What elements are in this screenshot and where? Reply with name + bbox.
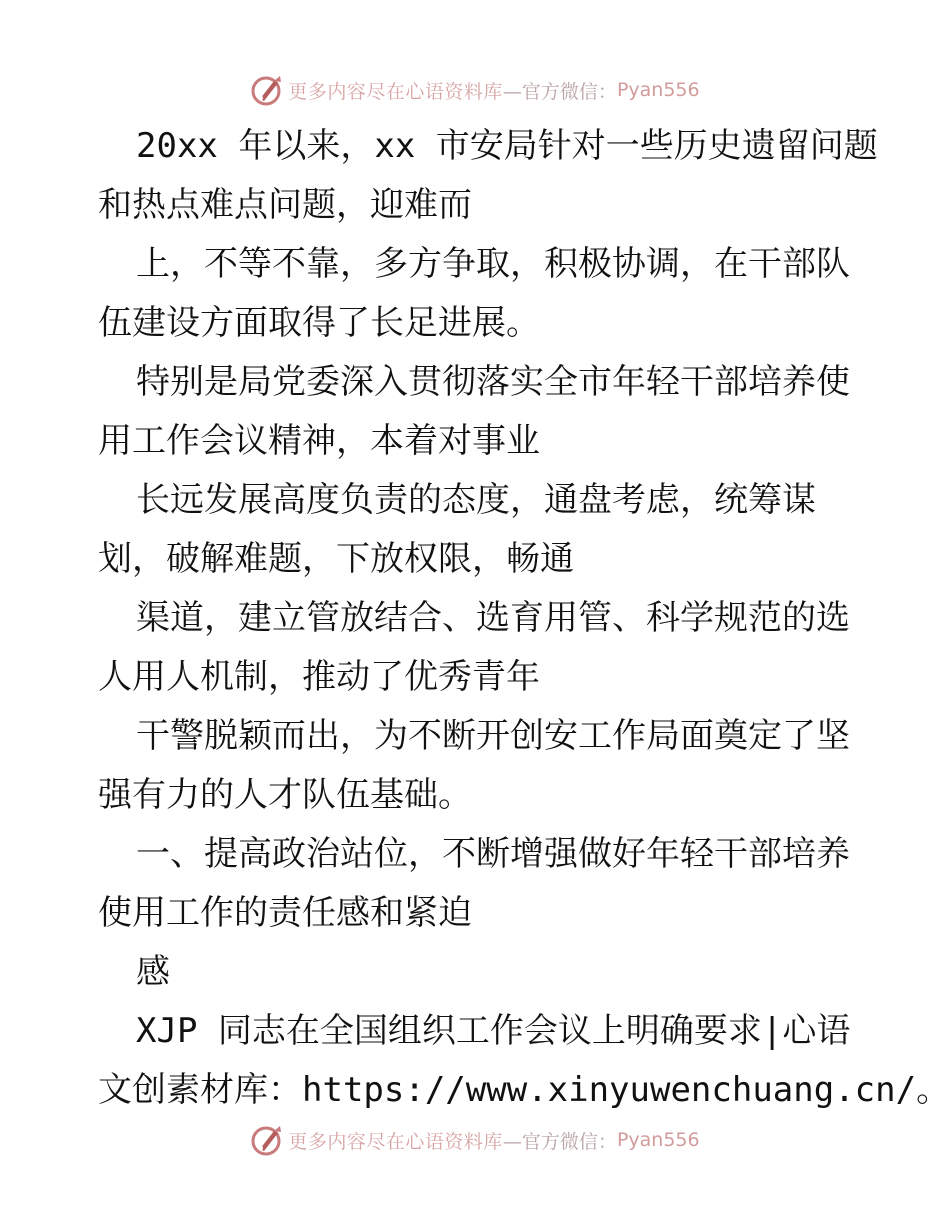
document-body <box>98 122 950 1125</box>
text-line: 文创素材库：https://www.xinyuwenchuang.cn/。 <box>98 1070 950 1110</box>
text-line: 用工作会议精神，本着对事业 <box>98 421 540 461</box>
text-line: 干警脱颖而出，为不断开创安工作局面奠定了坚 <box>136 716 850 756</box>
footer-watermark-id: Pyan556 <box>616 1129 700 1151</box>
text-line: 上，不等不靠，多方争取，积极协调，在干部队 <box>136 244 850 284</box>
quill-logo-icon <box>250 73 284 107</box>
quill-logo-icon <box>250 1123 284 1157</box>
header-watermark-banner <box>0 70 950 110</box>
footer-watermark-text: 更多内容尽在心语资料库 <box>288 1130 503 1153</box>
text-line: 伍建设方面取得了长足进展。 <box>98 303 540 343</box>
text-line: 和热点难点问题，迎难而 <box>98 185 472 225</box>
text-line: 特别是局党委深入贯彻落实全市年轻干部培养使 <box>136 362 850 402</box>
text-line: 使用工作的责任感和紧迫 <box>98 893 472 933</box>
text-line: 人用人机制，推动了优秀青年 <box>98 657 540 697</box>
text-line: 一、提高政治站位，不断增强做好年轻干部培养 <box>136 834 850 874</box>
header-watermark-text: 更多内容尽在心语资料库 <box>288 80 503 103</box>
header-watermark-id: Pyan556 <box>616 79 700 101</box>
text-line: 长远发展高度负责的态度，通盘考虑，统筹谋 <box>136 480 816 520</box>
header-watermark-dash: —官方微信： <box>502 80 617 103</box>
text-line: 20xx 年以来，xx 市安局针对一些历史遗留问题 <box>136 126 878 166</box>
text-line: 渠道，建立管放结合、选育用管、科学规范的选 <box>136 598 850 638</box>
footer-watermark-banner <box>0 1120 950 1160</box>
text-line: XJP 同志在全国组织工作会议上明确要求|心语 <box>136 1011 851 1051</box>
text-line: 划，破解难题，下放权限，畅通 <box>98 539 574 579</box>
text-line: 感 <box>136 952 170 992</box>
footer-watermark-dash: —官方微信： <box>502 1130 617 1153</box>
text-line: 强有力的人才队伍基础。 <box>98 775 472 815</box>
